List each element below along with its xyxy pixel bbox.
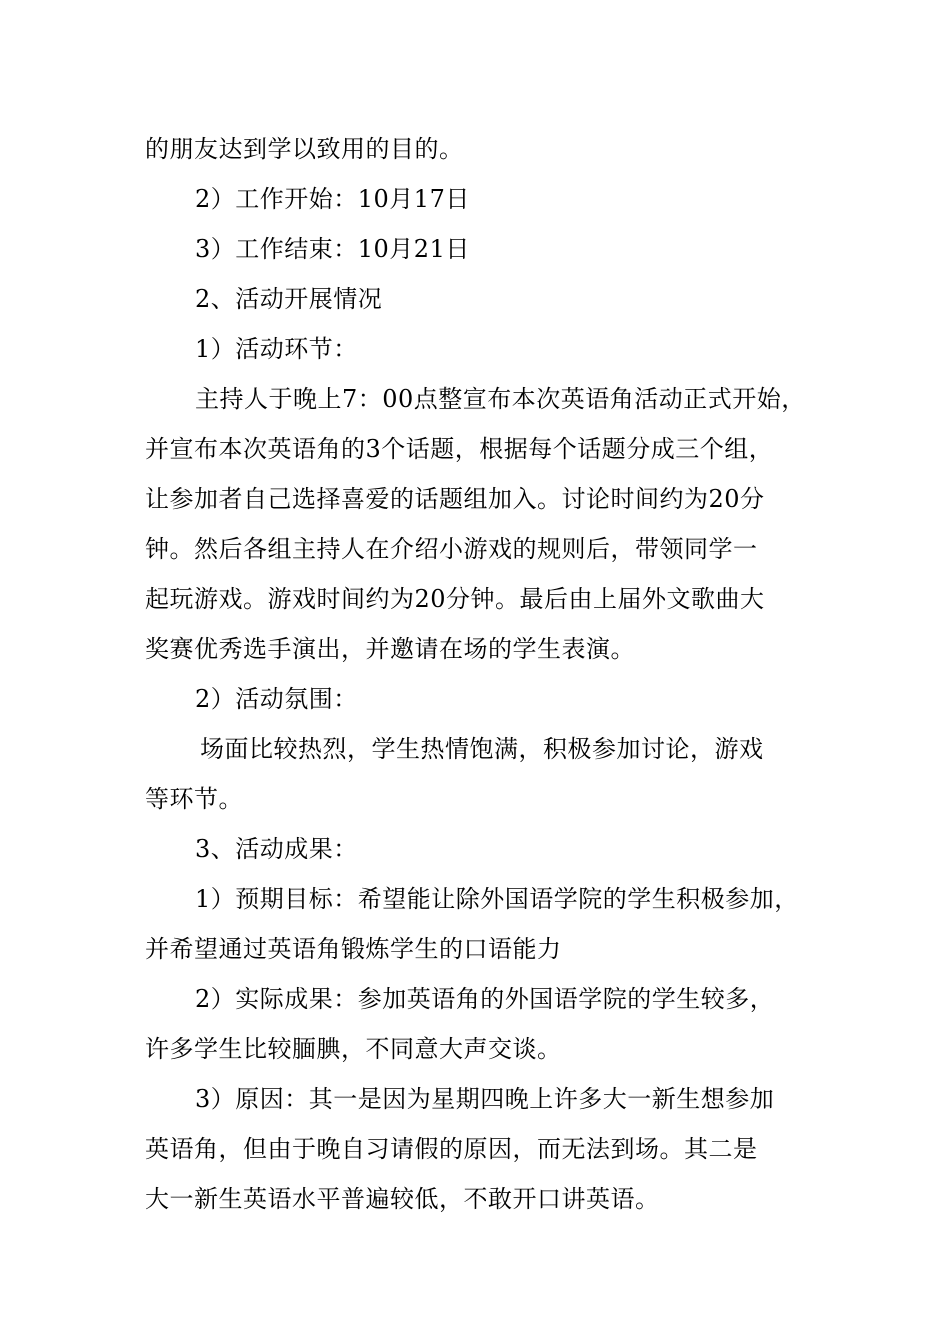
text-line: 大一新生英语水平普遍较低，不敢开口讲英语。 [145,1185,660,1213]
text-line: 3）工作结束：10月21日 [195,235,470,263]
text-line: 2）活动氛围： [195,685,358,713]
text-line: 英语角，但由于晚自习请假的原因，而无法到场。其二是 [145,1135,758,1163]
text-line: 2）实际成果：参加英语角的外国语学院的学生较多， [195,985,775,1013]
text-line: 主持人于晚上7：00点整宣布本次英语角活动正式开始， [195,385,806,413]
section-heading: 3、活动成果： [195,835,358,863]
text-line: 许多学生比较腼腆，不同意大声交谈。 [145,1035,562,1063]
section-heading: 2、活动开展情况 [195,285,383,313]
text-line: 钟。然后各组主持人在介绍小游戏的规则后，带领同学一 [145,535,758,563]
text-line: 让参加者自己选择喜爱的话题组加入。讨论时间约为20分 [145,485,765,513]
text-line: 等环节。 [145,785,243,813]
text-line: 2）工作开始：10月17日 [195,185,470,213]
text-line: 奖赛优秀选手演出，并邀请在场的学生表演。 [145,635,635,663]
text-line: 3）原因：其一是因为星期四晚上许多大一新生想参加 [195,1085,775,1113]
text-line: 1）预期目标：希望能让除外国语学院的学生积极参加， [195,885,799,913]
text-line: 的朋友达到学以致用的目的。 [145,135,464,163]
text-line: 并希望通过英语角锻炼学生的口语能力 [145,935,562,963]
text-line: 并宣布本次英语角的3个话题，根据每个话题分成三个组， [145,435,774,463]
text-line: 场面比较热烈，学生热情饱满，积极参加讨论，游戏 [200,735,764,763]
text-line: 起玩游戏。游戏时间约为20分钟。最后由上届外文歌曲大 [145,585,765,613]
text-line: 1）活动环节： [195,335,358,363]
